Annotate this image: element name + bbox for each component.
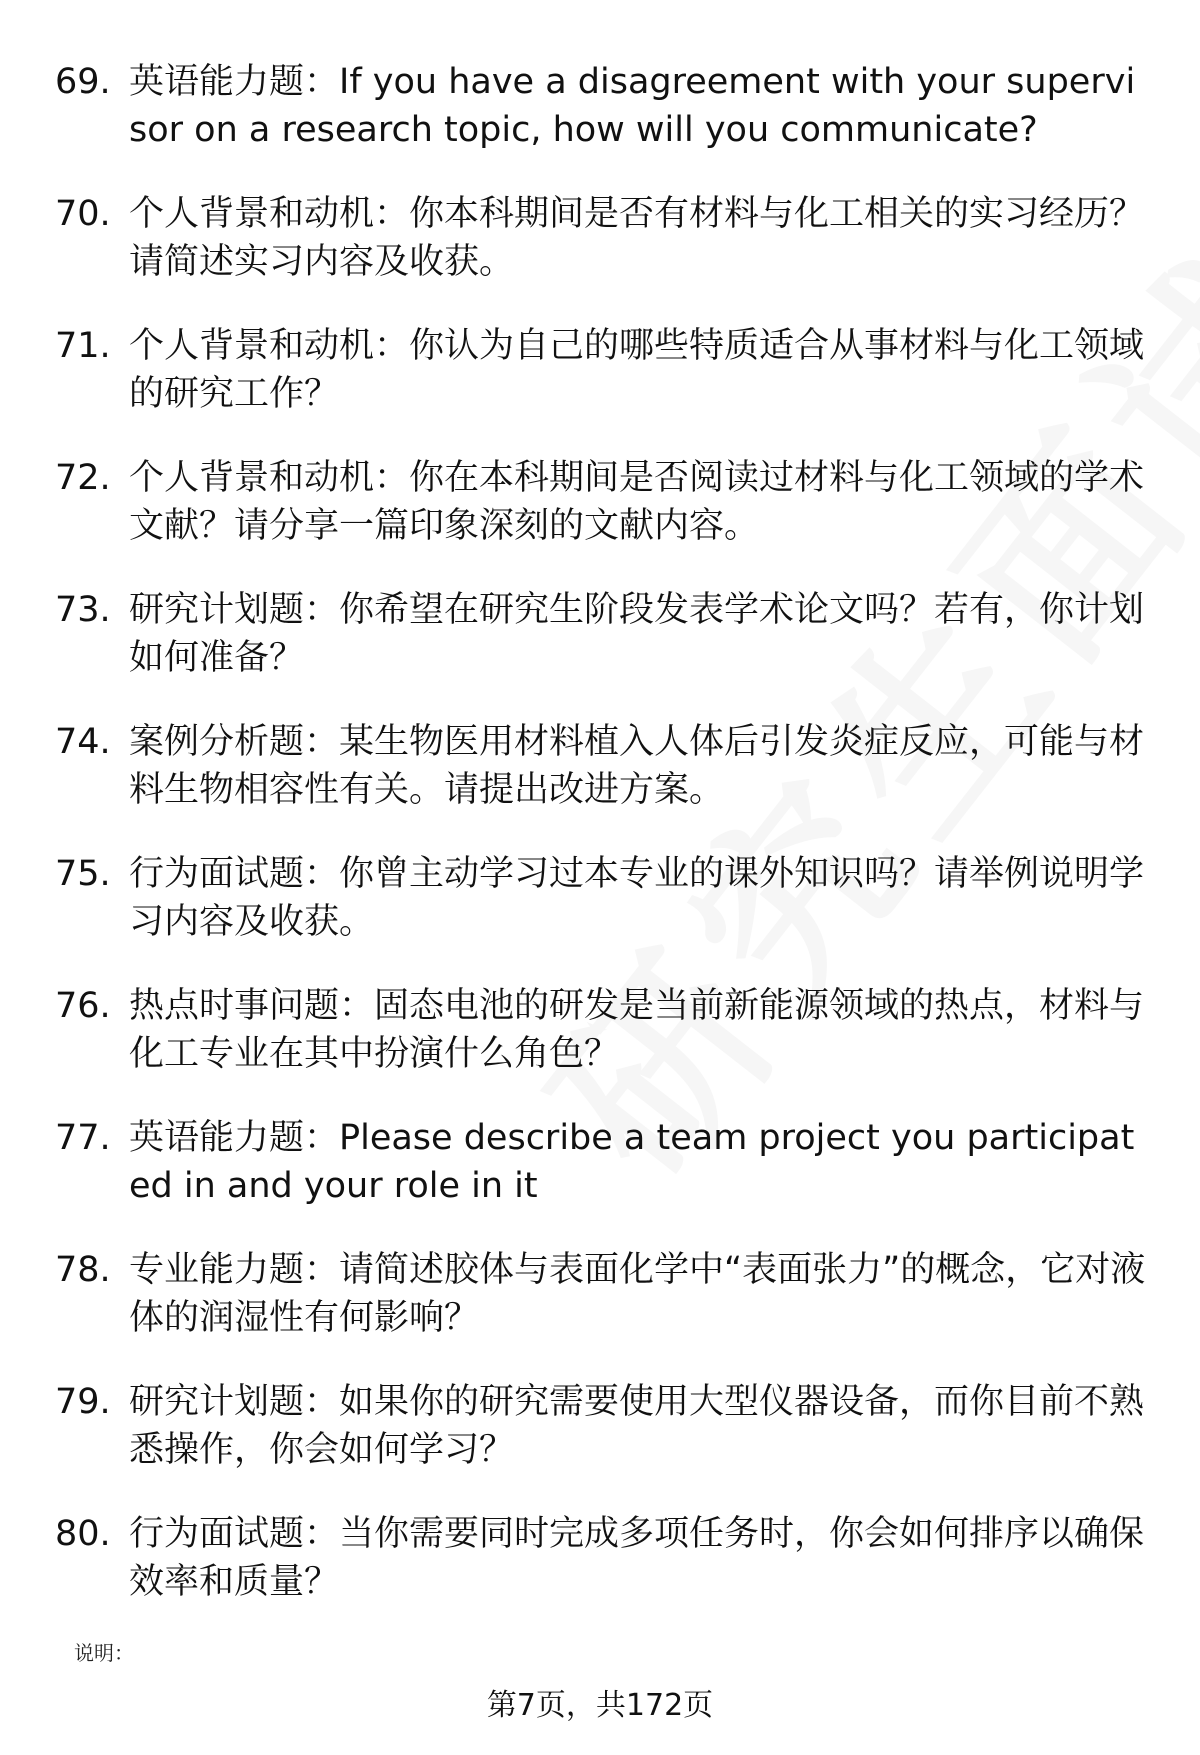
question-text: 专业能力题：请简述胶体与表面化学中“表面张力”的概念，它对液体的润湿性有何影响？: [129, 1250, 1146, 1338]
question-item: [0, 1246, 1200, 1378]
question-number: 71.: [55, 326, 111, 366]
question-number: 77.: [55, 1118, 111, 1158]
question-item: [0, 58, 1200, 190]
question-item: [0, 454, 1200, 586]
question-number: 75.: [55, 854, 111, 894]
question-text: 行为面试题：当你需要同时完成多项任务时，你会如何排序以确保效率和质量？: [129, 1514, 1145, 1602]
question-item: [0, 850, 1200, 982]
question-number: 74.: [55, 722, 111, 762]
question-text: 行为面试题：你曾主动学习过本专业的课外知识吗？请举例说明学习内容及收获。: [129, 854, 1145, 942]
question-number: 76.: [55, 986, 111, 1026]
question-item: [0, 322, 1200, 454]
question-text: 研究计划题：如果你的研究需要使用大型仪器设备，而你目前不熟悉操作，你会如何学习？: [129, 1382, 1145, 1470]
question-text: 英语能力题：If you have a disagreement with your supervisor on a research topic, how will you communicate?: [129, 62, 1136, 150]
question-item: [0, 586, 1200, 718]
question-number: 73.: [55, 590, 111, 630]
question-number: 78.: [55, 1250, 111, 1290]
page-footer: 第7页，共172页: [486, 1688, 714, 1723]
question-text: 研究计划题：你希望在研究生阶段发表学术论文吗？若有，你计划如何准备？: [129, 590, 1145, 678]
note-label: 说明：: [74, 1641, 134, 1665]
question-text: 案例分析题：某生物医用材料植入人体后引发炎症反应，可能与材料生物相容性有关。请提出改进方案。: [129, 722, 1145, 810]
question-text: 个人背景和动机：你在本科期间是否阅读过材料与化工领域的学术文献？请分享一篇印象深刻的文献内容。: [129, 458, 1145, 546]
question-number: 72.: [55, 458, 111, 498]
question-text: 英语能力题：Please describe a team project you participated in and your role in it: [129, 1118, 1135, 1206]
question-item: [0, 718, 1200, 850]
question-number: 69.: [55, 62, 111, 102]
question-item: [0, 1114, 1200, 1246]
question-item: [0, 1378, 1200, 1510]
question-number: 80.: [55, 1514, 111, 1554]
question-text: 个人背景和动机：你本科期间是否有材料与化工相关的实习经历？请简述实习内容及收获。: [129, 194, 1145, 282]
question-item: [0, 190, 1200, 322]
question-number: 79.: [55, 1382, 111, 1422]
question-text: 个人背景和动机：你认为自己的哪些特质适合从事材料与化工领域的研究工作？: [129, 326, 1145, 414]
question-text: 热点时事问题：固态电池的研发是当前新能源领域的热点，材料与化工专业在其中扮演什么角色？: [129, 986, 1145, 1074]
question-item: [0, 982, 1200, 1114]
question-item: [0, 1510, 1200, 1642]
question-list: [0, 58, 1200, 1642]
question-number: 70.: [55, 194, 111, 234]
